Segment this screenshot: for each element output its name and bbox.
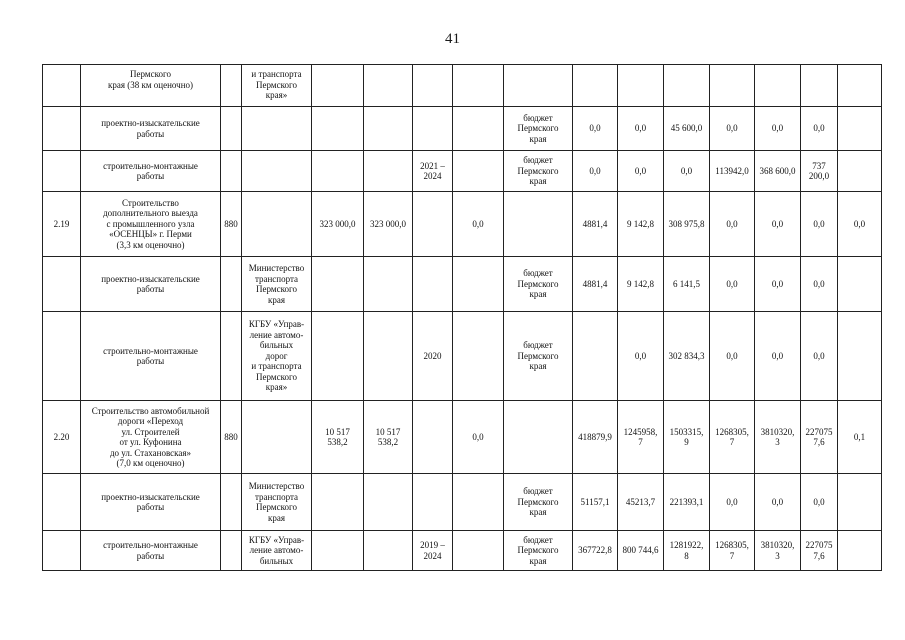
source-cell	[504, 65, 573, 107]
source-cell	[504, 192, 573, 257]
year-2020-cell	[618, 65, 664, 107]
row-number-cell	[43, 151, 81, 192]
completed-cell: 0,0	[453, 401, 504, 474]
total-cost-cell: 323 000,0	[312, 192, 364, 257]
extra-cell: 0,0	[838, 192, 882, 257]
code-cell: 880	[221, 401, 242, 474]
year-2021-cell: 302 834,3	[664, 312, 710, 401]
code-cell	[221, 65, 242, 107]
year-2022-cell: 1268305, 7	[710, 531, 755, 571]
code-cell	[221, 151, 242, 192]
name-cell: проектно-изыскательские работы	[81, 107, 221, 151]
completed-cell	[453, 107, 504, 151]
year-2022-cell: 0,0	[710, 192, 755, 257]
executor-cell: КГБУ «Управ- ление автомо- бильных дорог и транспорта Пермского края»	[242, 312, 312, 401]
extra-cell	[838, 107, 882, 151]
extra-cell	[838, 257, 882, 312]
source-cell: бюджет Пермского края	[504, 474, 573, 531]
period-cell	[413, 107, 453, 151]
total-cost-cell	[312, 107, 364, 151]
executor-cell	[242, 192, 312, 257]
year-2022-cell: 113942,0	[710, 151, 755, 192]
executor-cell	[242, 107, 312, 151]
completed-cell	[453, 474, 504, 531]
extra-cell	[838, 312, 882, 401]
executor-cell: Министерство транспорта Пермского края	[242, 257, 312, 312]
year-2024-cell: 227075 7,6	[801, 531, 838, 571]
page-number: 41	[445, 31, 460, 47]
year-2021-cell	[664, 65, 710, 107]
completed-cell	[453, 65, 504, 107]
estimated-cost-cell: 10 517 538,2	[364, 401, 413, 474]
code-cell	[221, 531, 242, 571]
year-2019-cell: 4881,4	[573, 192, 618, 257]
year-2020-cell: 9 142,8	[618, 192, 664, 257]
year-2024-cell: 0,0	[801, 257, 838, 312]
completed-cell	[453, 151, 504, 192]
extra-cell: 0,1	[838, 401, 882, 474]
source-cell: бюджет Пермского края	[504, 107, 573, 151]
name-cell: Строительство автомобильной дороги «Переход ул. Строителей от ул. Куфонина до ул. Стахановская» (7,0 км оценочно)	[81, 401, 221, 474]
name-cell: строительно-монтажные работы	[81, 151, 221, 192]
year-2020-cell: 0,0	[618, 107, 664, 151]
year-2021-cell: 6 141,5	[664, 257, 710, 312]
year-2022-cell: 0,0	[710, 257, 755, 312]
total-cost-cell	[312, 312, 364, 401]
year-2023-cell: 368 600,0	[755, 151, 801, 192]
source-cell	[504, 401, 573, 474]
period-cell	[413, 401, 453, 474]
year-2020-cell: 0,0	[618, 151, 664, 192]
name-cell: строительно-монтажные работы	[81, 531, 221, 571]
code-cell	[221, 312, 242, 401]
year-2022-cell: 0,0	[710, 107, 755, 151]
name-cell: Пермского края (38 км оценочно)	[81, 65, 221, 107]
table-row	[43, 474, 882, 531]
table-row	[43, 312, 882, 401]
total-cost-cell: 10 517 538,2	[312, 401, 364, 474]
name-cell: проектно-изыскательские работы	[81, 474, 221, 531]
source-cell: бюджет Пермского края	[504, 531, 573, 571]
year-2024-cell: 0,0	[801, 107, 838, 151]
year-2020-cell: 1245958, 7	[618, 401, 664, 474]
year-2022-cell: 1268305, 7	[710, 401, 755, 474]
period-cell	[413, 192, 453, 257]
extra-cell	[838, 474, 882, 531]
estimated-cost-cell	[364, 257, 413, 312]
estimated-cost-cell: 323 000,0	[364, 192, 413, 257]
year-2024-cell	[801, 65, 838, 107]
year-2021-cell: 308 975,8	[664, 192, 710, 257]
year-2019-cell	[573, 312, 618, 401]
name-cell: проектно-изыскательские работы	[81, 257, 221, 312]
year-2022-cell: 0,0	[710, 474, 755, 531]
year-2021-cell: 1503315, 9	[664, 401, 710, 474]
code-cell	[221, 474, 242, 531]
period-cell: 2019 – 2024	[413, 531, 453, 571]
period-cell	[413, 257, 453, 312]
estimated-cost-cell	[364, 65, 413, 107]
executor-cell	[242, 401, 312, 474]
row-number-cell	[43, 531, 81, 571]
year-2019-cell: 51157,1	[573, 474, 618, 531]
year-2021-cell: 1281922, 8	[664, 531, 710, 571]
table-row	[43, 192, 882, 257]
table-row	[43, 151, 882, 192]
table-row	[43, 65, 882, 107]
year-2023-cell: 0,0	[755, 107, 801, 151]
year-2022-cell	[710, 65, 755, 107]
source-cell: бюджет Пермского края	[504, 257, 573, 312]
executor-cell	[242, 151, 312, 192]
year-2020-cell: 45213,7	[618, 474, 664, 531]
source-cell: бюджет Пермского края	[504, 151, 573, 192]
source-cell: бюджет Пермского края	[504, 312, 573, 401]
table-row	[43, 531, 882, 571]
row-number-cell	[43, 312, 81, 401]
period-cell: 2021 – 2024	[413, 151, 453, 192]
year-2024-cell: 737 200,0	[801, 151, 838, 192]
row-number-cell	[43, 257, 81, 312]
total-cost-cell	[312, 474, 364, 531]
total-cost-cell	[312, 151, 364, 192]
year-2021-cell: 0,0	[664, 151, 710, 192]
executor-cell: и транспорта Пермского края»	[242, 65, 312, 107]
year-2019-cell: 367722,8	[573, 531, 618, 571]
year-2023-cell: 3810320, 3	[755, 531, 801, 571]
year-2024-cell: 227075 7,6	[801, 401, 838, 474]
name-cell: Строительство дополнительного выезда с промышленного узла «ОСЕНЦЫ» г. Перми (3,3 км оценочно)	[81, 192, 221, 257]
year-2021-cell: 221393,1	[664, 474, 710, 531]
row-number-cell: 2.20	[43, 401, 81, 474]
row-number-cell	[43, 474, 81, 531]
year-2024-cell: 0,0	[801, 312, 838, 401]
completed-cell	[453, 531, 504, 571]
period-cell	[413, 65, 453, 107]
year-2023-cell: 0,0	[755, 257, 801, 312]
year-2024-cell: 0,0	[801, 474, 838, 531]
program-table	[42, 64, 882, 571]
executor-cell: КГБУ «Управ- ление автомо- бильных	[242, 531, 312, 571]
year-2023-cell: 0,0	[755, 312, 801, 401]
period-cell: 2020	[413, 312, 453, 401]
total-cost-cell	[312, 65, 364, 107]
extra-cell	[838, 531, 882, 571]
year-2019-cell: 418879,9	[573, 401, 618, 474]
year-2019-cell: 0,0	[573, 151, 618, 192]
estimated-cost-cell	[364, 312, 413, 401]
code-cell	[221, 107, 242, 151]
completed-cell: 0,0	[453, 192, 504, 257]
period-cell	[413, 474, 453, 531]
year-2021-cell: 45 600,0	[664, 107, 710, 151]
extra-cell	[838, 151, 882, 192]
year-2023-cell: 0,0	[755, 474, 801, 531]
total-cost-cell	[312, 257, 364, 312]
table-row	[43, 257, 882, 312]
completed-cell	[453, 257, 504, 312]
total-cost-cell	[312, 531, 364, 571]
estimated-cost-cell	[364, 107, 413, 151]
name-cell: строительно-монтажные работы	[81, 312, 221, 401]
estimated-cost-cell	[364, 151, 413, 192]
extra-cell	[838, 65, 882, 107]
code-cell	[221, 257, 242, 312]
year-2019-cell: 0,0	[573, 107, 618, 151]
year-2020-cell: 800 744,6	[618, 531, 664, 571]
year-2020-cell: 0,0	[618, 312, 664, 401]
estimated-cost-cell	[364, 474, 413, 531]
year-2020-cell: 9 142,8	[618, 257, 664, 312]
code-cell: 880	[221, 192, 242, 257]
row-number-cell	[43, 107, 81, 151]
year-2023-cell: 3810320, 3	[755, 401, 801, 474]
year-2023-cell: 0,0	[755, 192, 801, 257]
year-2023-cell	[755, 65, 801, 107]
year-2022-cell: 0,0	[710, 312, 755, 401]
row-number-cell	[43, 65, 81, 107]
estimated-cost-cell	[364, 531, 413, 571]
year-2019-cell: 4881,4	[573, 257, 618, 312]
row-number-cell: 2.19	[43, 192, 81, 257]
year-2024-cell: 0,0	[801, 192, 838, 257]
table-row	[43, 107, 882, 151]
table-row	[43, 401, 882, 474]
year-2019-cell	[573, 65, 618, 107]
completed-cell	[453, 312, 504, 401]
executor-cell: Министерство транспорта Пермского края	[242, 474, 312, 531]
